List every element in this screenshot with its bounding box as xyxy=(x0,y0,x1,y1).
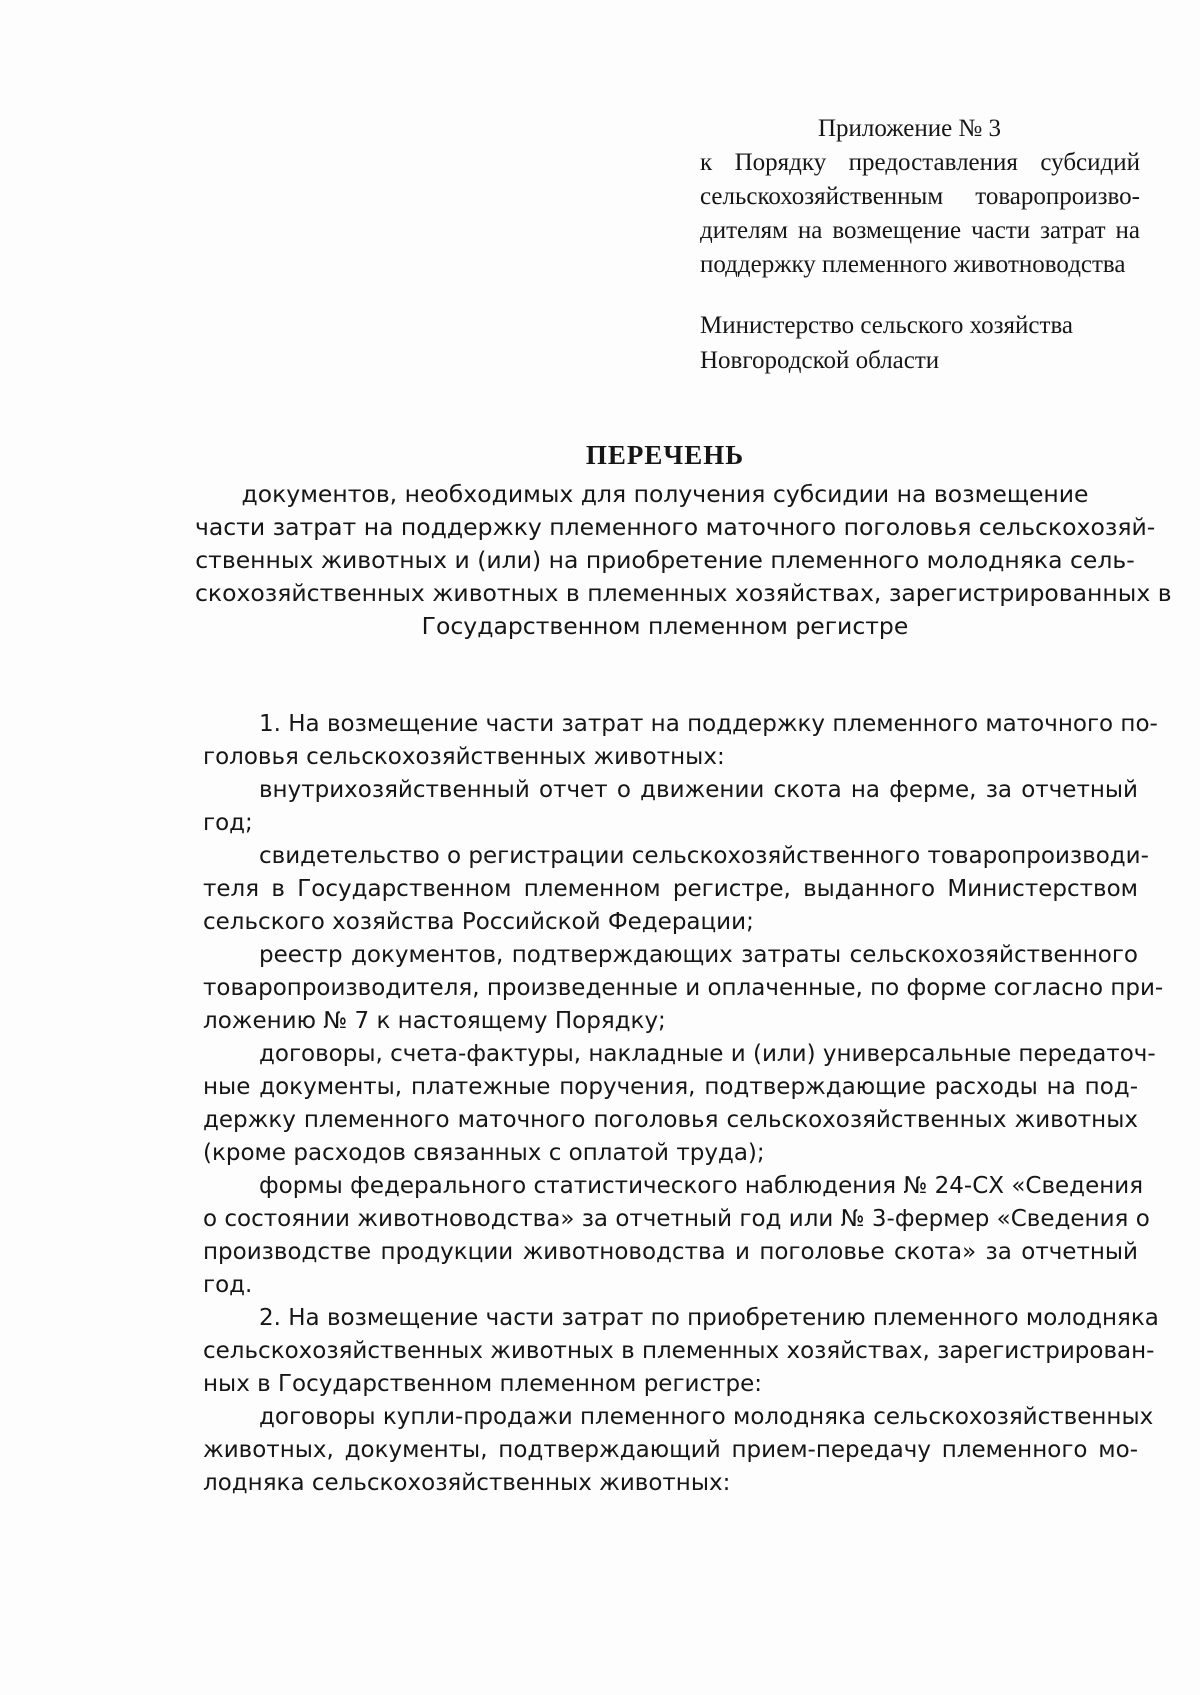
subtitle-line: части затрат на поддержку племенного маточного поголовья сельскохозяй- xyxy=(195,513,1156,541)
body-line: ложению № 7 к настоящему Порядку; xyxy=(203,1008,666,1034)
body-line: год; xyxy=(203,810,253,836)
ministry-line: Министерство сельского хозяйства xyxy=(700,312,1074,339)
appendix-line: поддержку племенного животноводства xyxy=(700,251,1126,278)
subtitle-line: ственных животных и (или) на приобретение племенного молодняка сель- xyxy=(195,546,1135,574)
body-line: лодняка сельскохозяйственных животных: xyxy=(203,1470,731,1496)
subtitle-line: Государственном племенном регистре xyxy=(421,612,909,640)
body-line: товаропроизводителя, произведенные и оплаченные, по форме согласно при- xyxy=(203,975,1164,1001)
appendix-block xyxy=(700,112,1140,282)
body-line: (кроме расходов связанных с оплатой труда); xyxy=(203,1140,765,1166)
body-line: договоры, счета-фактуры, накладные и (или) универсальные передаточ- xyxy=(259,1041,1156,1067)
body-line: ных в Государственном племенном регистре: xyxy=(203,1371,763,1397)
appendix-title: Приложение № 3 xyxy=(818,115,1002,142)
body-line: формы федерального статистического наблюдения № 24-СХ «Сведения xyxy=(259,1173,1144,1199)
body-line: животных, документы, подтверждающий прием-передачу племенного мо- xyxy=(203,1437,1138,1463)
document-title: ПЕРЕЧЕНЬ xyxy=(585,440,745,470)
body-line: внутрихозяйственный отчет о движении скота на ферме, за отчетный xyxy=(259,777,1138,803)
body-line: ные документы, платежные поручения, подтверждающие расходы на под- xyxy=(203,1074,1138,1100)
body-line: реестр документов, подтверждающих затраты сельскохозяйственного xyxy=(259,942,1138,968)
body-line: головья сельскохозяйственных животных: xyxy=(203,744,725,770)
appendix-line: сельскохозяйственным товаропроизво- xyxy=(700,183,1140,210)
document-subtitle xyxy=(195,478,1172,643)
body-line: 1. На возмещение части затрат на поддержку племенного маточного по- xyxy=(259,711,1158,737)
body-line: свидетельство о регистрации сельскохозяйственного товаропроизводи- xyxy=(259,843,1149,869)
subtitle-line: скохозяйственных животных в племенных хозяйствах, зарегистрированных в xyxy=(195,579,1172,607)
subtitle-line: документов, необходимых для получения субсидии на возмещение xyxy=(241,480,1089,508)
appendix-line: дителям на возмещение части затрат на xyxy=(700,217,1140,244)
body-line: сельскохозяйственных животных в племенных хозяйствах, зарегистрирован- xyxy=(203,1338,1155,1364)
body-line: год. xyxy=(203,1272,253,1298)
appendix-line: к Порядку предоставления субсидий xyxy=(700,149,1140,176)
body-line: 2. На возмещение части затрат по приобретению племенного молодняка xyxy=(259,1305,1159,1331)
body-line: держку племенного маточного поголовья сельскохозяйственных животных xyxy=(203,1107,1138,1133)
body-line: о состоянии животноводства» за отчетный год или № 3-фермер «Сведения о xyxy=(203,1206,1150,1232)
ministry-block xyxy=(700,308,1140,378)
body-line: производстве продукции животноводства и поголовье скота» за отчетный xyxy=(203,1239,1138,1265)
ministry-line: Новгородской области xyxy=(700,347,940,374)
body-line: сельского хозяйства Российской Федерации; xyxy=(203,909,754,935)
document-body xyxy=(203,708,1164,1500)
body-line: договоры купли-продажи племенного молодняка сельскохозяйственных xyxy=(259,1404,1154,1430)
body-line: теля в Государственном племенном регистре, выданного Министерством xyxy=(203,876,1138,902)
